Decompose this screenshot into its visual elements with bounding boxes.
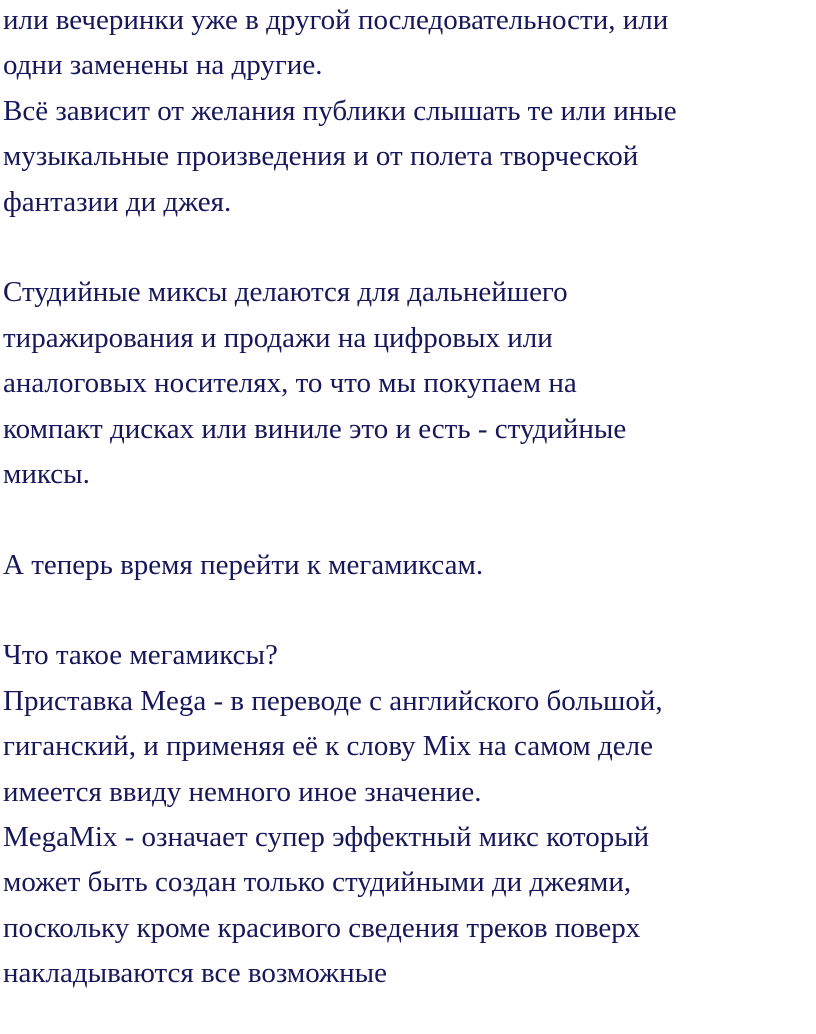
text-line: А теперь время перейти к мегамиксам. bbox=[3, 548, 484, 581]
paragraph-2 bbox=[3, 270, 813, 497]
text-line: фантазии ди джея. bbox=[3, 185, 232, 218]
paragraph-3 bbox=[3, 543, 813, 588]
document-page bbox=[3, 0, 813, 997]
text-line: или вечеринки уже в другой последовательности, или bbox=[3, 4, 669, 36]
text-line: Всё зависит от желания публики слышать те или иные bbox=[3, 94, 677, 127]
text-line: имеется ввиду немного иное значение. bbox=[3, 775, 482, 808]
text-line: миксы. bbox=[3, 457, 90, 490]
paragraph-spacer bbox=[3, 225, 813, 270]
text-line: гиганский, и применяя её к слову Mix на самом деле bbox=[3, 730, 654, 763]
paragraph-1 bbox=[3, 0, 813, 225]
text-line: MegaMix - означает супер эффектный микс который bbox=[3, 821, 650, 854]
text-line: накладываются все возможные bbox=[3, 957, 387, 990]
text-line: компакт дисках или виниле это и есть - студийные bbox=[3, 412, 627, 445]
paragraph-spacer bbox=[3, 497, 813, 542]
text-line: поскольку кроме красивого сведения треков поверх bbox=[3, 911, 641, 944]
text-line: тиражирования и продажи на цифровых или bbox=[3, 321, 553, 354]
text-line: Что такое мегамиксы? bbox=[3, 639, 278, 672]
text-line: музыкальные произведения и от полета творческой bbox=[3, 140, 639, 173]
paragraph-spacer bbox=[3, 588, 813, 633]
text-line: одни заменены на другие. bbox=[3, 49, 323, 82]
text-line: Приставка Mega - в переводе с английского большой, bbox=[3, 684, 663, 717]
text-line: Студийные миксы делаются для дальнейшего bbox=[3, 276, 568, 309]
paragraph-4 bbox=[3, 633, 813, 996]
text-line: может быть создан только студийными ди джеями, bbox=[3, 866, 632, 899]
text-line: аналоговых носителях, то что мы покупаем на bbox=[3, 367, 577, 400]
